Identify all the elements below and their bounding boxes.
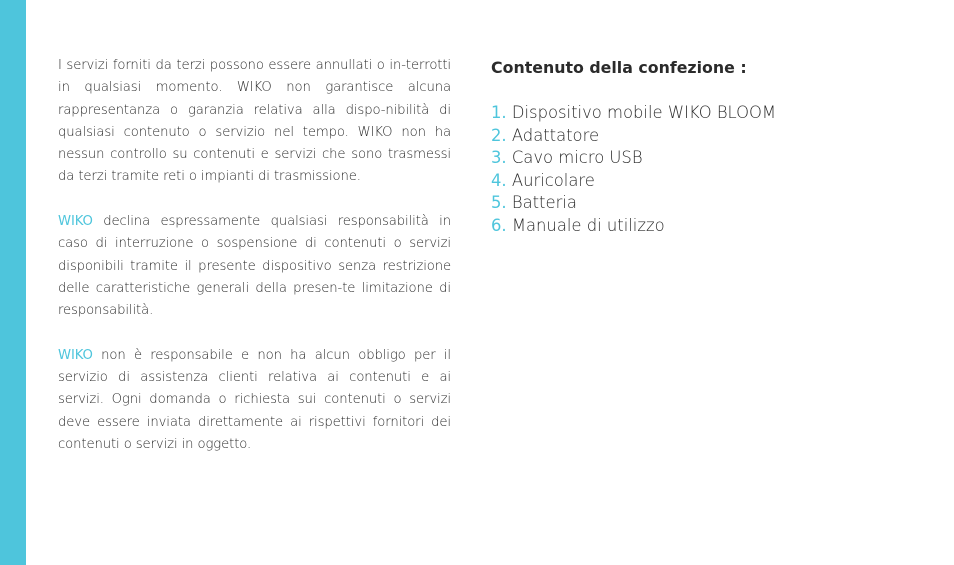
- list-item: [491, 192, 931, 215]
- paragraph-text: non è responsabile e non ha alcun obbligo per il servizio di assistenza clienti relativa ai contenuti e ai servizi. Ogni domanda o richiesta sui contenuti o servizi deve essere inviata direttamente ai rispettivi fornitori dei contenuti o servizi in oggetto.: [58, 347, 451, 453]
- list-item: [491, 170, 931, 193]
- paragraph-liability-disclaimer: [58, 211, 451, 322]
- list-item: [491, 215, 931, 238]
- side-accent-bar: [0, 0, 26, 565]
- item-label: Adattatore: [511, 125, 600, 145]
- list-item: [491, 147, 931, 170]
- list-item: [491, 125, 931, 148]
- item-label: Auricolare: [511, 170, 595, 190]
- item-label: Dispositivo mobile WIKO BLOOM: [511, 103, 777, 122]
- paragraph-text: declina espressamente qualsiasi responsabilità in caso di interruzione o sospensione di contenuti o servizi disponibili tramite il presente dispositivo senza restrizione delle caratteristiche generali della presen-te limitazione di responsabilità.: [58, 214, 451, 319]
- item-number: 5.: [491, 193, 507, 212]
- item-number: 4.: [491, 170, 507, 190]
- item-number: 6.: [491, 215, 507, 235]
- right-column: [491, 57, 931, 237]
- paragraph-customer-service: [58, 345, 451, 456]
- item-number: 1.: [491, 103, 507, 122]
- package-contents-list: [491, 102, 931, 237]
- package-contents-title: Contenuto della confezione :: [491, 58, 747, 77]
- item-number: 2.: [491, 125, 507, 145]
- list-item: [491, 102, 931, 125]
- item-label: Manuale di utilizzo: [511, 215, 665, 235]
- item-label: Batteria: [511, 193, 577, 212]
- left-column: [58, 55, 451, 479]
- paragraph-third-party-services: I servizi forniti da terzi possono essere annullati o in-terrotti in qualsiasi momento. WIKO non garantisce alcuna rappresentanza o garanzia relativa alla dispo-nibilità di qualsiasi contenuto o servizio nel tempo. WIKO non ha nessun controllo su contenuti e servizi che sono trasmessi da terzi tramite reti o impianti di trasmissione.: [58, 58, 451, 185]
- item-number: 3.: [491, 148, 507, 167]
- item-label: Cavo micro USB: [511, 148, 643, 167]
- brand-name: WIKO: [58, 214, 93, 230]
- brand-name: WIKO: [58, 347, 93, 363]
